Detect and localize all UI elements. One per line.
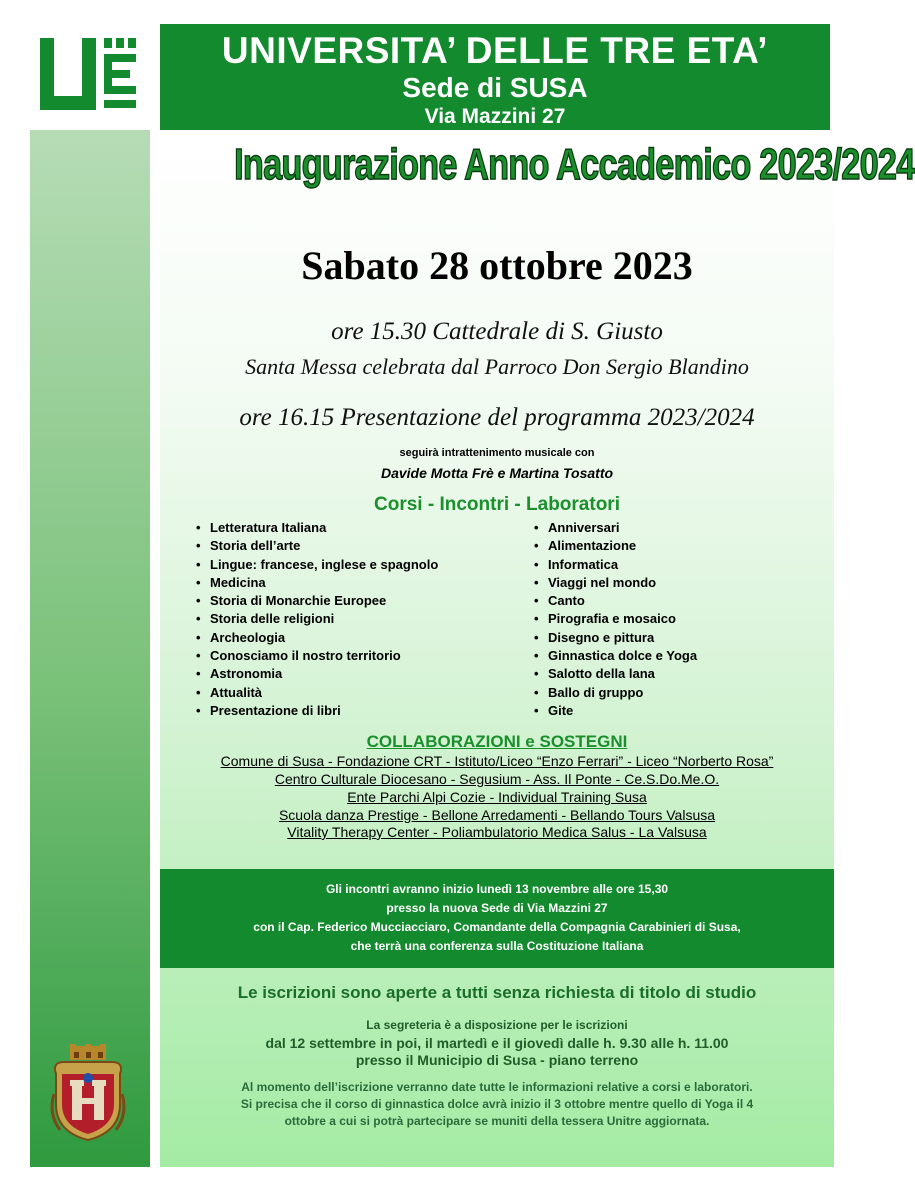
list-item: • Canto (534, 592, 697, 610)
list-item: • Alimentazione (534, 537, 697, 555)
enrollment-note: ottobre a cui si potrà partecipare se muniti della tessera Unitre aggiornata. (284, 1114, 710, 1128)
unitre-logo-icon (38, 38, 148, 110)
list-item: • Pirografia e mosaico (534, 610, 697, 628)
enrollment-headline: Le iscrizioni sono aperte a tutti senza richiesta di titolo di studio (237, 983, 757, 1002)
list-item: • Presentazione di libri (196, 702, 438, 720)
collaborations-line: Comune di Susa - Fondazione CRT - Istituto/Liceo “Enzo Ferrari” - Liceo “Norberto Rosa” (220, 753, 774, 769)
event-title: Inaugurazione Anno Accademico 2023/2024 (234, 140, 915, 189)
enrollment-note: Al momento dell’iscrizione verranno date tutte le informazioni relative a corsi e laboratori. (241, 1080, 753, 1094)
sidebar-gradient (30, 130, 150, 1167)
meetings-line: che terrà una conferenza sulla Costituzione Italiana (350, 939, 644, 953)
list-item: • Salotto della lana (534, 665, 697, 683)
header-address: Via Mazzini 27 (424, 105, 566, 128)
collaborations-line: Vitality Therapy Center - Poliambulatorio Medica Salus - La Valsusa (287, 824, 707, 840)
list-item: • Viaggi nel mondo (534, 574, 697, 592)
list-item: • Storia delle religioni (196, 610, 438, 628)
collaborations-line: Ente Parchi Alpi Cozie - Individual Training Susa (347, 789, 647, 805)
meetings-line: con il Cap. Federico Mucciacciaro, Comandante della Compagnia Carabinieri di Susa, (253, 920, 741, 934)
list-item: • Gite (534, 702, 697, 720)
program-presentation: ore 16.15 Presentazione del programma 2023/2024 (239, 404, 755, 431)
meetings-line: presso la nuova Sede di Via Mazzini 27 (386, 901, 608, 915)
susa-coat-of-arms-icon (50, 1044, 126, 1144)
collaborations-line: Scuola danza Prestige - Bellone Arredamenti - Bellando Tours Valsusa (278, 807, 716, 823)
mass-time: ore 15.30 Cattedrale di S. Giusto (331, 318, 663, 345)
list-item: • Conosciamo il nostro territorio (196, 647, 438, 665)
courses-list-left (196, 519, 438, 720)
secretariat-line: dal 12 settembre in poi, il martedì e il giovedì dalle h. 9.30 alle h. 11.00 (265, 1035, 729, 1051)
secretariat-line: La segreteria è a disposizione per le iscrizioni (366, 1018, 628, 1032)
music-intro: seguirà intrattenimento musicale con (399, 447, 595, 459)
list-item: • Storia di Monarchie Europee (196, 592, 438, 610)
list-item: • Attualità (196, 684, 438, 702)
header-subtitle: Sede di SUSA (402, 72, 588, 103)
list-item: • Ginnastica dolce e Yoga (534, 647, 697, 665)
list-item: • Anniversari (534, 519, 697, 537)
list-item: • Storia dell’arte (196, 537, 438, 555)
meetings-line: Gli incontri avranno inizio lunedì 13 novembre alle ore 15,30 (325, 882, 669, 896)
event-date: Sabato 28 ottobre 2023 (301, 243, 693, 288)
collaborations-line: Centro Culturale Diocesano - Segusium - Ass. Il Ponte - Ce.S.Do.Me.O. (274, 771, 720, 787)
list-item: • Disegno e pittura (534, 629, 697, 647)
courses-title: Corsi - Incontri - Laboratori (374, 494, 620, 515)
header-title: UNIVERSITA’ DELLE TRE ETA’ (221, 30, 769, 71)
collaborations-title: COLLABORAZIONI e SOSTEGNI (366, 732, 628, 751)
header-banner (160, 24, 830, 130)
mass-description: Santa Messa celebrata dal Parroco Don Sergio Blandino (245, 354, 749, 379)
list-item: • Medicina (196, 574, 438, 592)
meetings-info-box (160, 869, 834, 968)
list-item: • Informatica (534, 556, 697, 574)
secretariat-line: presso il Municipio di Susa - piano terreno (355, 1052, 639, 1068)
list-item: • Archeologia (196, 629, 438, 647)
list-item: • Ballo di gruppo (534, 684, 697, 702)
courses-list-right (534, 519, 697, 720)
enrollment-note: Si precisa che il corso di ginnastica dolce avrà inizio il 3 ottobre mentre quello di Yoga il 4 (240, 1097, 754, 1111)
list-item: • Astronomia (196, 665, 438, 683)
list-item: • Letteratura Italiana (196, 519, 438, 537)
musicians: Davide Motta Frè e Martina Tosatto (380, 465, 614, 481)
list-item: • Lingue: francese, inglese e spagnolo (196, 556, 438, 574)
